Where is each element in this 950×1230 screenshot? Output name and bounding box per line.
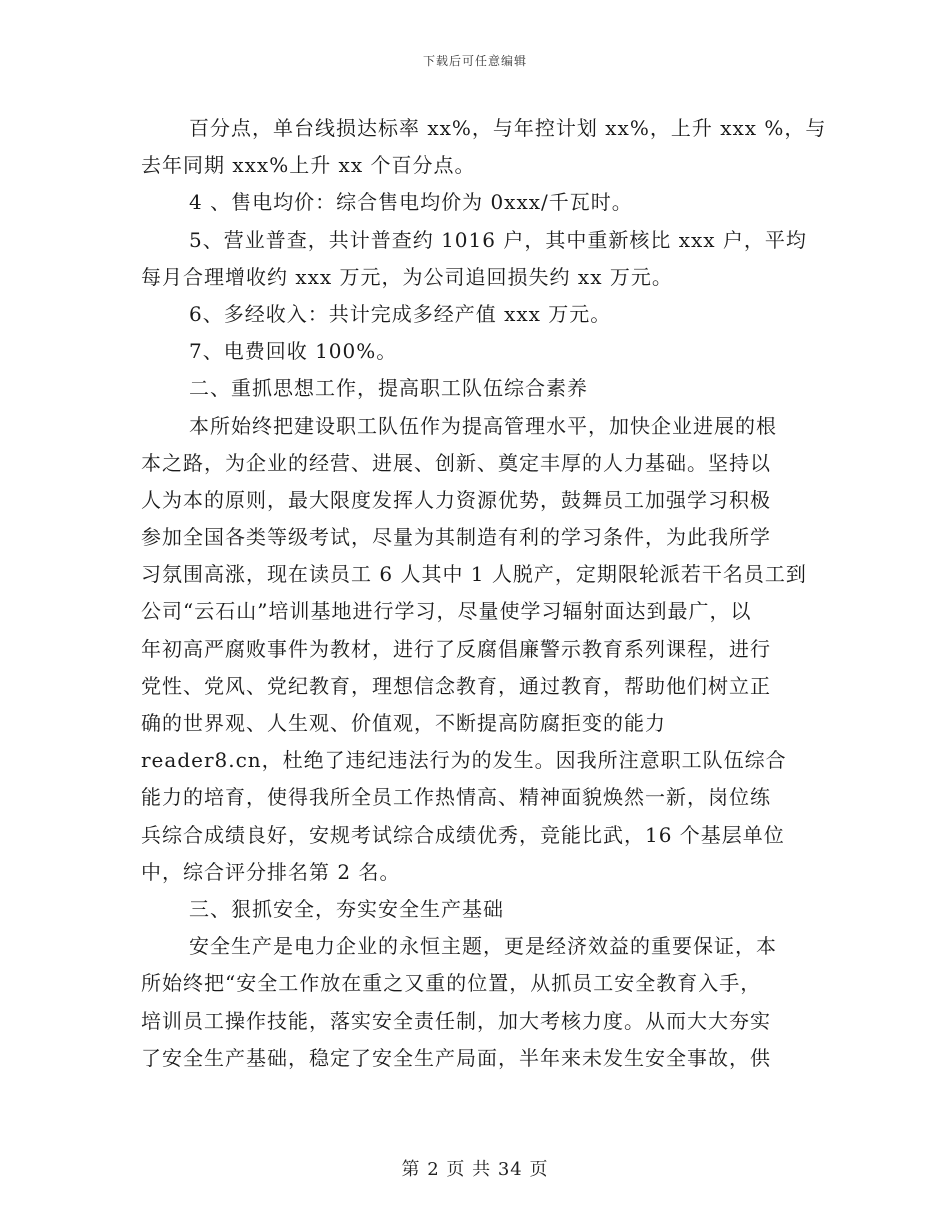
- page-number-footer: [0, 1155, 950, 1181]
- text-line: 7、电费回收 100%。: [189, 339, 398, 364]
- text-line: 培训员工操作技能，落实安全责任制，加大考核力度。从而大大夯实: [141, 1008, 771, 1033]
- text-line: 去年同期 xxx%上升 xx 个百分点。: [141, 153, 476, 178]
- text-line: 5、营业普查，共计普查约 1016 户，其中重新核比 xxx 户，平均: [189, 227, 807, 252]
- page-number: 第 2 页 共 34 页: [401, 1159, 549, 1180]
- text-line: 6、多经收入：共计完成多经产值 xxx 万元。: [189, 301, 612, 326]
- text-line: 人为本的原则，最大限度发挥人力资源优势，鼓舞员工加强学习积极: [141, 487, 771, 512]
- text-line: 能力的培育，使得我所全员工作热情高、精神面貌焕然一新，岗位练: [141, 785, 771, 810]
- text-line: 公司“云石山”培训基地进行学习，尽量使学习辐射面达到最广，以: [141, 599, 752, 624]
- text-line: reader8.cn，杜绝了违纪违法行为的发生。因我所注意职工队伍综合: [141, 748, 787, 773]
- text-line: 了安全生产基础，稳定了安全生产局面，半年来未发生安全事故，供: [141, 1045, 771, 1070]
- text-line: 安全生产是电力企业的永恒主题，更是经济效益的重要保证，本: [189, 934, 777, 959]
- text-line: 4 、售电均价：综合售电均价为 0xxx/千瓦时。: [189, 190, 633, 215]
- section-heading: 二、重抓思想工作，提高职工队伍综合素养: [189, 376, 588, 401]
- document-body: [141, 110, 827, 1077]
- text-line: 参加全国各类等级考试，尽量为其制造有利的学习条件，为此我所学: [141, 525, 771, 550]
- text-line: 兵综合成绩良好，安规考试综合成绩优秀，竞能比武，16 个基层单位: [141, 822, 785, 847]
- text-line: 中，综合评分排名第 2 名。: [141, 859, 401, 884]
- section-heading: 三、狠抓安全，夯实安全生产基础: [189, 896, 504, 921]
- text-line: 党性、党风、党纪教育，理想信念教育，通过教育，帮助他们树立正: [141, 673, 771, 698]
- text-line: 确的世界观、人生观、价值观，不断提高防腐拒变的能力: [141, 711, 666, 735]
- text-line: 本所始终把建设职工队伍作为提高管理水平，加快企业进展的根: [189, 413, 777, 438]
- text-line: 百分点，单台线损达标率 xx%，与年控计划 xx%，上升 xxx %，与: [189, 116, 827, 140]
- text-line: 年初高严腐败事件为教材，进行了反腐倡廉警示教育系列课程，进行: [141, 636, 771, 661]
- text-line: 习氛围高涨，现在读员工 6 人其中 1 人脱产，定期限轮派若干名员工到: [141, 562, 807, 587]
- text-line: 每月合理增收约 xxx 万元，为公司追回损失约 xx 万元。: [141, 264, 673, 289]
- page-header: 下载后可任意编辑: [422, 54, 527, 68]
- text-line: 本之路，为企业的经营、进展、创新、奠定丰厚的人力基础。坚持以: [141, 450, 771, 475]
- text-line: 所始终把“安全工作放在重之又重的位置，从抓员工安全教育入手，: [141, 971, 762, 996]
